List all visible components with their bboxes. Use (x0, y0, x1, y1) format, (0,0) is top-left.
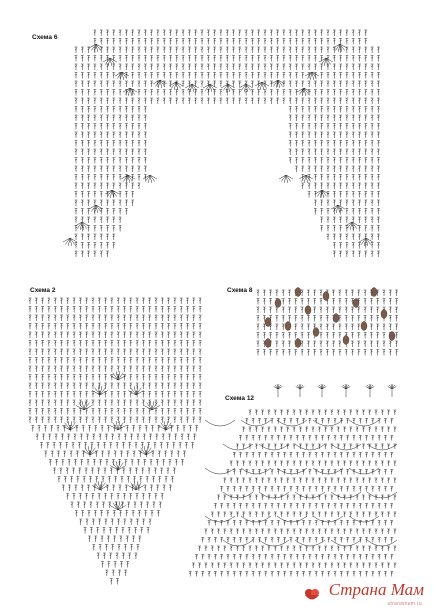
bobble-stitch (353, 299, 359, 308)
bobble-stitch (313, 328, 319, 337)
bobble-stitch (265, 318, 271, 327)
bobble-stitch (305, 306, 311, 315)
bobble-stitch (323, 292, 329, 301)
scheme-6-label: Схема 6 (32, 34, 58, 41)
bobble-stitch (343, 336, 349, 345)
watermark-title: Страна Мам (328, 580, 424, 599)
watermark-url: stranamam.ru (387, 601, 422, 607)
bobble-stitch (389, 332, 395, 341)
scheme-2-label: Схема 2 (30, 287, 56, 294)
bobble-stitch (361, 322, 367, 331)
bobble-stitch (285, 322, 291, 331)
crochet-stitch-symbols (29, 30, 398, 585)
bobble-stitch (333, 314, 339, 323)
bobble-stitch (265, 339, 271, 348)
bobble-stitch (371, 288, 377, 297)
bobble-stitch (381, 310, 387, 319)
site-logo-icon (302, 584, 322, 604)
bobble-stitch (295, 288, 301, 297)
bobble-stitch (275, 299, 281, 308)
bobble-stitch (295, 339, 301, 348)
scheme-8-label: Схема 8 (227, 287, 253, 294)
scheme-12-label: Схема 12 (225, 395, 255, 402)
